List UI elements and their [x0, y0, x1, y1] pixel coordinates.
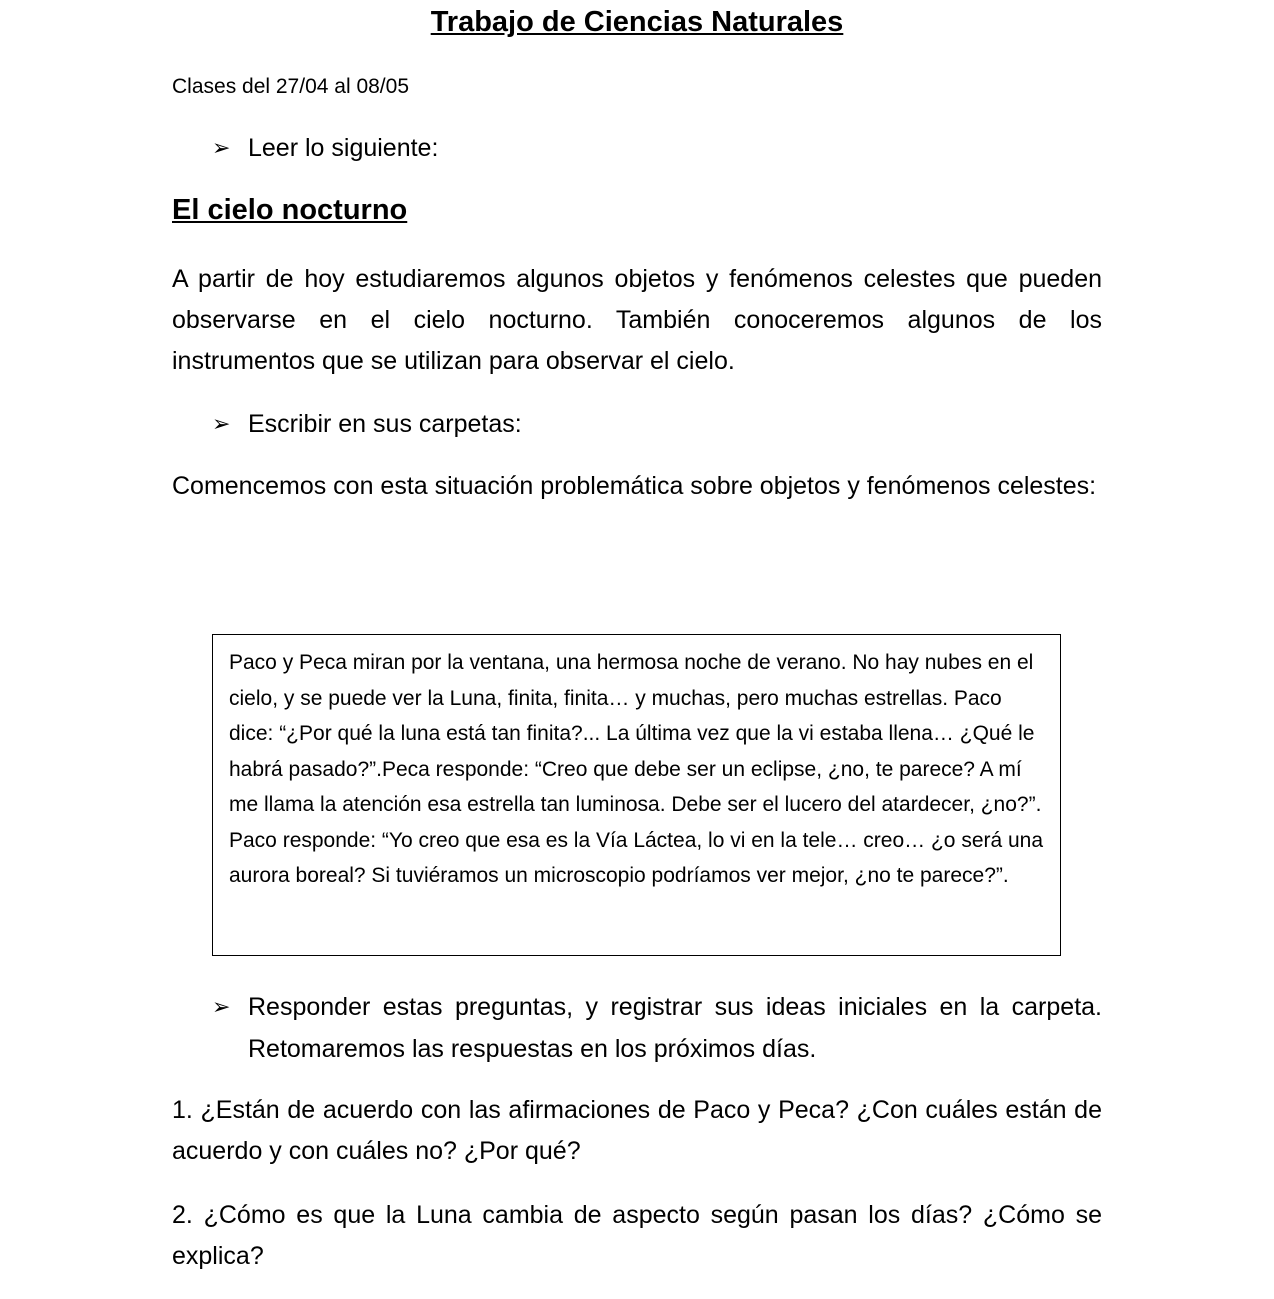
- arrow-bullet-icon: ➢: [212, 411, 231, 436]
- arrow-bullet-icon: ➢: [212, 994, 231, 1019]
- instruction-write-text: Escribir en sus carpetas:: [248, 410, 522, 438]
- class-dates: Clases del 27/04 al 08/05: [172, 75, 409, 98]
- question-2: 2. ¿Cómo es que la Luna cambia de aspecto según pasan los días? ¿Cómo se explica?: [172, 1201, 1102, 1270]
- instruction-answer-text: Responder estas preguntas, y registrar sus ideas iniciales en la carpeta. Retomaremos las respuestas en los próximos días.: [248, 993, 1102, 1063]
- document-title: Trabajo de Ciencias Naturales: [430, 6, 844, 38]
- arrow-bullet-icon: ➢: [212, 135, 231, 160]
- instruction-write: [212, 403, 1102, 445]
- question-1: 1. ¿Están de acuerdo con las afirmaciones de Paco y Peca? ¿Con cuáles están de acuerdo y con cuáles no? ¿Por qué?: [172, 1096, 1102, 1165]
- story-text: Paco y Peca miran por la ventana, una hermosa noche de verano. No hay nubes en el cielo, y se puede ver la Luna, finita, finita… y muchas, pero muchas estrellas. Paco dice: “¿Por qué la luna está tan finita?... La última vez que la vi estaba llena… ¿Qué le habrá pasado?”.Peca responde: “Creo que debe ser un eclipse, ¿no, te parece? A mí me llama la atención esa estrella tan luminosa. Debe ser el lucero del atardecer, ¿no?”. Paco responde: “Yo creo que esa es la Vía Láctea, lo vi en la tele… creo… ¿o será una aurora boreal? Si tuviéramos un microscopio podríamos ver mejor, ¿no te parece?”.: [229, 651, 1044, 887]
- situation-paragraph: Comencemos con esta situación problemática sobre objetos y fenómenos celestes:: [172, 472, 1097, 500]
- instruction-read: [212, 127, 1102, 169]
- instruction-read-text: Leer lo siguiente:: [248, 134, 439, 162]
- instruction-answer: [212, 986, 1102, 1070]
- intro-paragraph: A partir de hoy estudiaremos algunos objetos y fenómenos celestes que pueden observarse en el cielo nocturno. También conoceremos algunos de los instrumentos que se utilizan para observar el cielo.: [172, 265, 1102, 375]
- section-title: El cielo nocturno: [172, 194, 408, 226]
- story-box: [212, 634, 1061, 956]
